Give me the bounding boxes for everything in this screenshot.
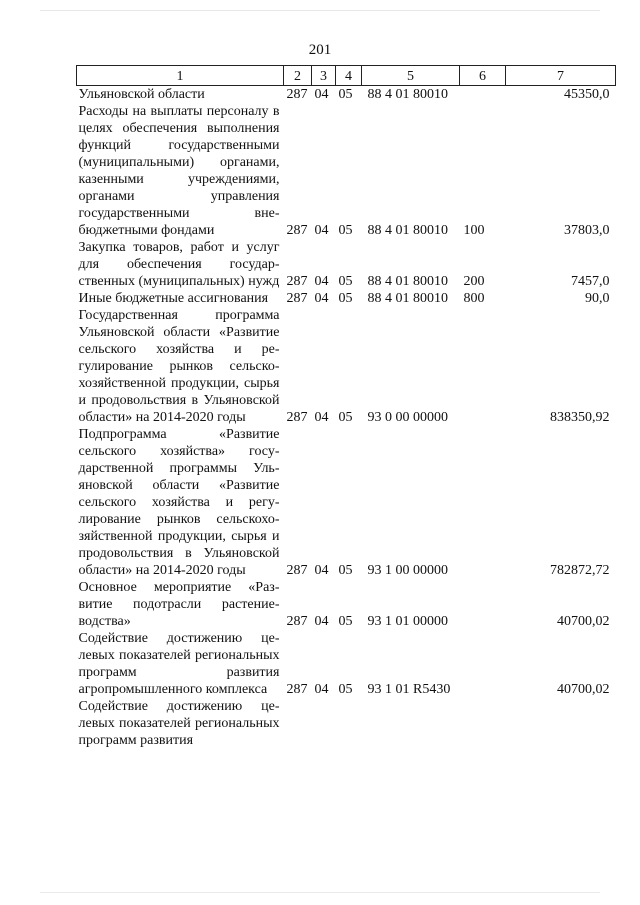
table-row <box>77 103 616 239</box>
row-name: Содействие достижению целевых показателей региональных программ развития агропромышленного комплекса <box>78 631 280 697</box>
row-amount: 7457,0 <box>571 274 610 289</box>
row-target-article <box>362 698 460 749</box>
table-header <box>77 66 616 86</box>
row-expense-type <box>460 698 506 749</box>
row-amount <box>506 698 616 749</box>
row-target-article: 88 4 01 80010 <box>367 291 448 306</box>
row-target-article: 88 4 01 80010 <box>367 274 448 289</box>
table-row <box>77 698 616 749</box>
row-expense-type: 800 <box>463 291 485 306</box>
row-section-code: 04 <box>314 682 329 697</box>
row-subsection-code: 05 <box>338 563 353 578</box>
column-header-6: 6 <box>460 66 506 86</box>
row-target-article: 93 1 00 00000 <box>367 563 448 578</box>
row-amount: 838350,92 <box>550 410 610 425</box>
row-target-article: 93 1 01 00000 <box>367 614 448 629</box>
column-header-5: 5 <box>362 66 460 86</box>
row-ministry-code <box>284 698 312 749</box>
row-subsection-code: 05 <box>338 274 353 289</box>
row-section-code: 04 <box>314 410 329 425</box>
row-section-code: 04 <box>314 274 329 289</box>
table-row <box>77 426 616 579</box>
row-target-article: 93 0 00 00000 <box>367 410 448 425</box>
budget-table <box>76 65 616 749</box>
row-amount: 45350,0 <box>564 87 610 102</box>
column-header-2: 2 <box>284 66 312 86</box>
row-ministry-code: 287 <box>286 274 308 289</box>
row-name: Расходы на выплаты персоналу в целях обеспечения выполнения функций государственными (муниципальными) органами, казенными учреждениями, органами управления государственными внебюджетными фондами <box>78 104 280 238</box>
table-row <box>77 86 616 104</box>
row-expense-type <box>460 426 506 579</box>
table-body <box>77 86 616 750</box>
row-ministry-code: 287 <box>286 563 308 578</box>
row-ministry-code: 287 <box>286 223 308 238</box>
column-header-7: 7 <box>506 66 616 86</box>
scan-artifact <box>40 892 600 893</box>
row-section-code: 04 <box>314 291 329 306</box>
row-target-article: 88 4 01 80010 <box>367 223 448 238</box>
row-subsection-code: 05 <box>338 291 353 306</box>
row-section-code <box>312 698 336 749</box>
table-row <box>77 579 616 630</box>
row-section-code: 04 <box>314 614 329 629</box>
row-subsection-code <box>336 698 362 749</box>
row-amount: 90,0 <box>585 291 610 306</box>
row-target-article: 93 1 01 R5430 <box>367 682 451 697</box>
table-row <box>77 239 616 290</box>
row-ministry-code: 287 <box>286 410 308 425</box>
row-amount: 37803,0 <box>564 223 610 238</box>
row-subsection-code: 05 <box>338 614 353 629</box>
row-ministry-code: 287 <box>286 291 308 306</box>
row-name: Подпрограмма «Развитие сельского хозяйства» государственной программы Ульяновской области «Развитие сельского хозяйства и регулирование рынков сельскохозяйственной продукции, сырья и продовольствия в Ульяновской области» на 2014-2020 годы <box>78 427 280 578</box>
row-name: Содействие достижению целевых показателей региональных программ развития <box>78 699 280 748</box>
row-name: Иные бюджетные ассигнования <box>78 291 269 306</box>
row-name: Ульяновской области <box>78 87 205 102</box>
row-expense-type <box>460 579 506 630</box>
column-header-1: 1 <box>77 66 284 86</box>
row-amount: 782872,72 <box>550 563 610 578</box>
header-row <box>77 66 616 86</box>
column-header-3: 3 <box>312 66 336 86</box>
row-ministry-code: 287 <box>286 614 308 629</box>
page-number: 201 <box>308 42 332 58</box>
table-row <box>77 307 616 426</box>
row-section-code: 04 <box>314 223 329 238</box>
row-name: Закупка товаров, работ и услуг для обеспечения государственных (муниципальных) нужд <box>78 240 280 289</box>
row-subsection-code: 05 <box>338 87 353 102</box>
scan-artifact <box>40 10 600 11</box>
row-subsection-code: 05 <box>338 223 353 238</box>
row-section-code: 04 <box>314 87 329 102</box>
row-expense-type: 100 <box>463 223 485 238</box>
row-section-code: 04 <box>314 563 329 578</box>
row-expense-type <box>460 307 506 426</box>
row-expense-type <box>460 630 506 698</box>
row-subsection-code: 05 <box>338 410 353 425</box>
row-name: Государственная программа Ульяновской области «Развитие сельского хозяйства и регулирование рынков сельскохозяйственной продукции, сырья и продовольствия в Ульяновской области» на 2014-2020 годы <box>78 308 280 425</box>
row-amount: 40700,02 <box>557 614 610 629</box>
table-row <box>77 290 616 307</box>
row-ministry-code: 287 <box>286 87 308 102</box>
row-target-article: 88 4 01 80010 <box>367 87 448 102</box>
row-expense-type: 200 <box>463 274 485 289</box>
row-amount: 40700,02 <box>557 682 610 697</box>
column-header-4: 4 <box>336 66 362 86</box>
row-name: Основное мероприятие «Развитие подотрасли растениеводства» <box>78 580 280 629</box>
table-row <box>77 630 616 698</box>
row-expense-type <box>460 86 506 104</box>
row-ministry-code: 287 <box>286 682 308 697</box>
row-subsection-code: 05 <box>338 682 353 697</box>
